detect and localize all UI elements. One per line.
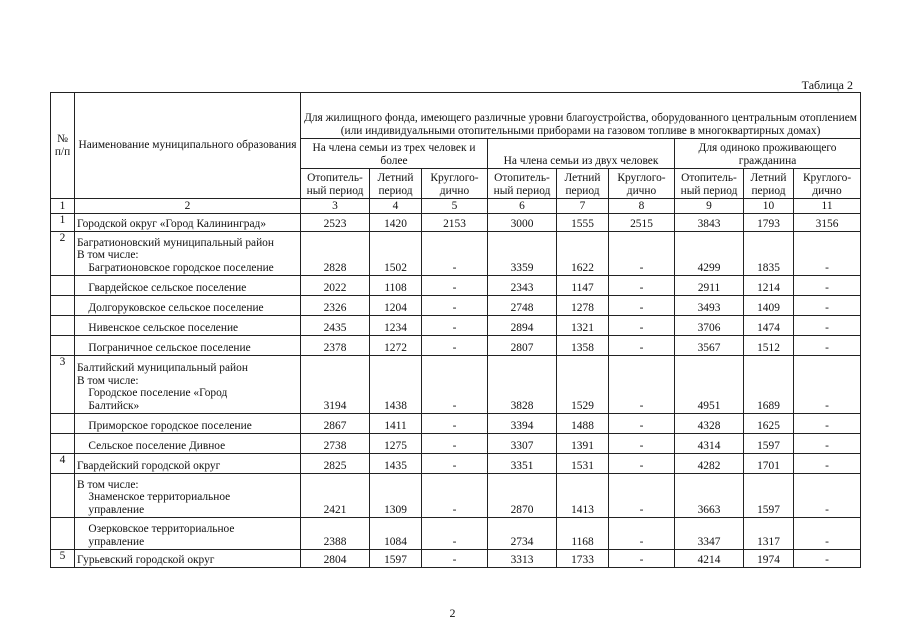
value-cell: 2894 [488, 316, 557, 336]
municipality-name: Пограничное сельское поселение [75, 336, 301, 356]
value-cell: 2326 [301, 296, 370, 316]
table-row [51, 550, 861, 568]
value-cell: - [794, 336, 861, 356]
column-number: 6 [488, 199, 557, 214]
value-cell: 3307 [488, 434, 557, 454]
municipality-name: Багратионовский муниципальный район В том числе: Багратионовское городское поселение [75, 232, 301, 276]
value-cell: 1974 [744, 550, 794, 568]
header-name: Наименование муниципального образования [75, 93, 301, 199]
value-cell: 3663 [675, 474, 744, 518]
value-cell: 2870 [488, 474, 557, 518]
header-yearround: Круглого- дично [794, 169, 861, 199]
value-cell: 2343 [488, 276, 557, 296]
value-cell: - [609, 474, 675, 518]
value-cell: 2748 [488, 296, 557, 316]
value-cell: 1108 [370, 276, 422, 296]
value-cell: 1512 [744, 336, 794, 356]
value-cell: 2867 [301, 414, 370, 434]
row-number [51, 518, 75, 550]
value-cell: 1411 [370, 414, 422, 434]
value-cell: 1597 [370, 550, 422, 568]
value-cell: 4282 [675, 454, 744, 474]
value-cell: 3706 [675, 316, 744, 336]
column-number: 4 [370, 199, 422, 214]
value-cell: 1531 [557, 454, 609, 474]
value-cell: 2388 [301, 518, 370, 550]
value-cell: 2911 [675, 276, 744, 296]
value-cell: - [794, 454, 861, 474]
value-cell: 4951 [675, 356, 744, 414]
value-cell: 1689 [744, 356, 794, 414]
value-cell: 2825 [301, 454, 370, 474]
row-number [51, 474, 75, 518]
value-cell: 1625 [744, 414, 794, 434]
value-cell: - [609, 414, 675, 434]
value-cell: - [609, 316, 675, 336]
column-number: 2 [75, 199, 301, 214]
municipality-name: Гвардейское сельское поселение [75, 276, 301, 296]
value-cell: 1391 [557, 434, 609, 454]
row-number: 5 [51, 550, 75, 568]
table-row [51, 434, 861, 454]
value-cell: 2022 [301, 276, 370, 296]
value-cell: - [609, 276, 675, 296]
value-cell: 1597 [744, 434, 794, 454]
row-number [51, 296, 75, 316]
municipality-name: Сельское поселение Дивное [75, 434, 301, 454]
value-cell: 1793 [744, 214, 794, 232]
value-cell: 2738 [301, 434, 370, 454]
value-cell: 1733 [557, 550, 609, 568]
value-cell: - [609, 336, 675, 356]
header-yearround: Круглого- дично [609, 169, 675, 199]
column-number: 5 [422, 199, 488, 214]
value-cell: 1529 [557, 356, 609, 414]
value-cell: - [794, 296, 861, 316]
value-cell: 3394 [488, 414, 557, 434]
row-number [51, 336, 75, 356]
column-number: 3 [301, 199, 370, 214]
row-number [51, 414, 75, 434]
value-cell: 4328 [675, 414, 744, 434]
value-cell: - [422, 336, 488, 356]
value-cell: - [794, 434, 861, 454]
value-cell: 3194 [301, 356, 370, 414]
value-cell: - [794, 356, 861, 414]
value-cell: 1835 [744, 232, 794, 276]
row-number [51, 434, 75, 454]
value-cell: - [422, 518, 488, 550]
value-cell: 2435 [301, 316, 370, 336]
municipality-name: Долгоруковское сельское поселение [75, 296, 301, 316]
column-number: 10 [744, 199, 794, 214]
value-cell: - [422, 414, 488, 434]
value-cell: 1502 [370, 232, 422, 276]
value-cell: 1309 [370, 474, 422, 518]
header-group-main: Для жилищного фонда, имеющего различные уровни благоустройства, оборудованного центральным отоплением (или индивидуальными отопительными приборами на газовом топливе в многоквартирных домах) [301, 93, 861, 139]
value-cell: - [422, 550, 488, 568]
value-cell: 2807 [488, 336, 557, 356]
table-row [51, 296, 861, 316]
municipality-name: Нивенское сельское поселение [75, 316, 301, 336]
header-sub-single: Для одиноко проживающего гражданина [675, 139, 861, 169]
value-cell: 2421 [301, 474, 370, 518]
header-num: № п/п [51, 93, 75, 199]
value-cell: - [422, 356, 488, 414]
value-cell: - [422, 276, 488, 296]
value-cell: - [422, 474, 488, 518]
table-row [51, 356, 861, 414]
value-cell: 1438 [370, 356, 422, 414]
value-cell: 3347 [675, 518, 744, 550]
value-cell: 1358 [557, 336, 609, 356]
value-cell: 1435 [370, 454, 422, 474]
table-row [51, 474, 861, 518]
row-number: 3 [51, 356, 75, 414]
value-cell: 3313 [488, 550, 557, 568]
header-summer: Летний период [557, 169, 609, 199]
value-cell: 2828 [301, 232, 370, 276]
value-cell: - [422, 316, 488, 336]
table-row [51, 214, 861, 232]
value-cell: 4214 [675, 550, 744, 568]
value-cell: - [609, 356, 675, 414]
table-row [51, 336, 861, 356]
value-cell: 1214 [744, 276, 794, 296]
column-number: 11 [794, 199, 861, 214]
value-cell: 3843 [675, 214, 744, 232]
table-row [51, 276, 861, 296]
value-cell: - [609, 518, 675, 550]
value-cell: - [794, 232, 861, 276]
value-cell: - [794, 550, 861, 568]
value-cell: 2378 [301, 336, 370, 356]
header-summer: Летний период [370, 169, 422, 199]
header-sub-three: На члена семьи из трех человек и более [301, 139, 488, 169]
value-cell: 1420 [370, 214, 422, 232]
value-cell: 1555 [557, 214, 609, 232]
value-cell: - [794, 316, 861, 336]
row-number: 2 [51, 232, 75, 276]
value-cell: 3567 [675, 336, 744, 356]
value-cell: 1321 [557, 316, 609, 336]
value-cell: 3351 [488, 454, 557, 474]
municipality-name: Приморское городское поселение [75, 414, 301, 434]
rates-table [50, 92, 861, 568]
header-yearround: Круглого- дично [422, 169, 488, 199]
value-cell: 4314 [675, 434, 744, 454]
column-number: 8 [609, 199, 675, 214]
value-cell: 1234 [370, 316, 422, 336]
table-label: Таблица 2 [801, 78, 853, 92]
page-number: 2 [449, 606, 456, 620]
header-summer: Летний период [744, 169, 794, 199]
value-cell: 1622 [557, 232, 609, 276]
value-cell: 3493 [675, 296, 744, 316]
value-cell: 2734 [488, 518, 557, 550]
value-cell: 2153 [422, 214, 488, 232]
value-cell: 1413 [557, 474, 609, 518]
value-cell: 1474 [744, 316, 794, 336]
table-row [51, 316, 861, 336]
value-cell: 1278 [557, 296, 609, 316]
municipality-name: Гвардейский городской округ [75, 454, 301, 474]
table-row [51, 454, 861, 474]
column-number: 1 [51, 199, 75, 214]
header-heating: Отопитель- ный период [675, 169, 744, 199]
value-cell: 2804 [301, 550, 370, 568]
municipality-name: В том числе: Знаменское территориальное управление [75, 474, 301, 518]
value-cell: 3000 [488, 214, 557, 232]
value-cell: 1147 [557, 276, 609, 296]
value-cell: 1204 [370, 296, 422, 316]
column-number: 7 [557, 199, 609, 214]
value-cell: - [794, 474, 861, 518]
value-cell: - [609, 550, 675, 568]
table-row [51, 232, 861, 276]
municipality-name: Балтийский муниципальный район В том числе: Городское поселение «Город Балтийск» [75, 356, 301, 414]
value-cell: 1317 [744, 518, 794, 550]
value-cell: 4299 [675, 232, 744, 276]
value-cell: 1168 [557, 518, 609, 550]
value-cell: 3359 [488, 232, 557, 276]
value-cell: - [422, 454, 488, 474]
row-number [51, 316, 75, 336]
value-cell: - [794, 414, 861, 434]
value-cell: 1597 [744, 474, 794, 518]
value-cell: - [422, 232, 488, 276]
value-cell: 2523 [301, 214, 370, 232]
value-cell: 2515 [609, 214, 675, 232]
header-sub-two: На члена семьи из двух человек [488, 139, 675, 169]
value-cell: 1272 [370, 336, 422, 356]
column-number: 9 [675, 199, 744, 214]
municipality-name: Гурьевский городской округ [75, 550, 301, 568]
table-row [51, 518, 861, 550]
row-number [51, 276, 75, 296]
row-number: 1 [51, 214, 75, 232]
value-cell: - [794, 276, 861, 296]
value-cell: - [422, 296, 488, 316]
header-heating: Отопитель- ный период [301, 169, 370, 199]
value-cell: - [794, 518, 861, 550]
municipality-name: Озерковское территориальное управление [75, 518, 301, 550]
value-cell: 3156 [794, 214, 861, 232]
table-row [51, 414, 861, 434]
value-cell: 1488 [557, 414, 609, 434]
value-cell: - [609, 296, 675, 316]
value-cell: 1409 [744, 296, 794, 316]
row-number: 4 [51, 454, 75, 474]
value-cell: - [609, 232, 675, 276]
header-heating: Отопитель- ный период [488, 169, 557, 199]
value-cell: 1275 [370, 434, 422, 454]
value-cell: 1084 [370, 518, 422, 550]
municipality-name: Городской округ «Город Калининград» [75, 214, 301, 232]
value-cell: - [422, 434, 488, 454]
value-cell: 3828 [488, 356, 557, 414]
value-cell: 1701 [744, 454, 794, 474]
value-cell: - [609, 454, 675, 474]
value-cell: - [609, 434, 675, 454]
